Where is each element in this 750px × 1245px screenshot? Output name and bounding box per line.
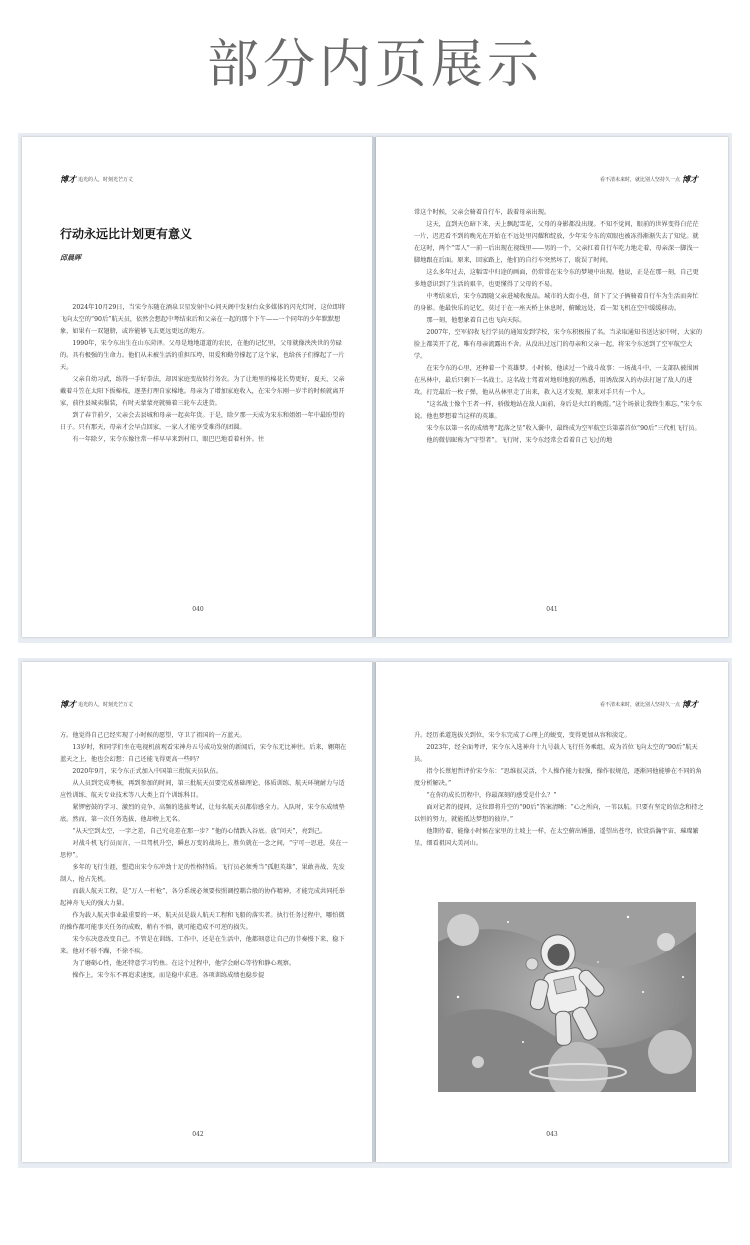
paragraph: 他期待着，能像小时候在家里的土坡上一样，在太空俯出锤墨，遥望出苍穹，欣赏浩瀚宇宙、璀璨繁星，细看祖国大美河山。 [414, 828, 699, 847]
paragraph: 在宋令东的心里，还种着一个英雄梦。小时候，他读过一个战斗故事：一场战斗中，一支部队被围困在丛林中，最后只剩下一名战士。这名战士驾着对地形地貌的熟悉，用诱敌深入的办法打退了敌人的进攻。打完最后一枚子弹，他从丛林里走了出来，救入这才发现，原来对手只有一个人。 [414, 365, 699, 396]
spread-top [18, 133, 732, 643]
banner [0, 0, 750, 110]
brand-logo: 博才 [60, 174, 76, 184]
astronaut-image [438, 902, 696, 1092]
paragraph: “在你的成长历程中，你最深刻的感受是什么？” [426, 792, 557, 799]
body-text [414, 730, 704, 850]
header-text: 看不清未来时，就比别人坚持久一点 [599, 702, 680, 708]
banner-title: 部分内页展示 [206, 35, 543, 95]
running-header [414, 701, 698, 711]
page-number: 043 [546, 1131, 558, 1138]
page-number: 041 [546, 606, 558, 613]
paragraph: 升。经历柔道选拔关到位，宋令东完成了心理上的蜕变，变得更加从容和淡定。 [414, 732, 631, 739]
paragraph: 中考结束后，宋令东跟随父亲进城收废品。城市的大街小巷，留下了父子俩骑着自行车为生活而奔忙的身影。他最快乐的记忆，莫过于在一座天桥上休息时，俯瞰远处，看一架飞机在空中缓缓移动。 [414, 293, 699, 312]
paragraph: 那一刻，他想象着自己也飞向天际。 [426, 317, 526, 324]
paragraph: 1990年，宋令东出生在山东菏泽。父母是地地道道的农民，在他的记忆里，父母就像泱泱世的劳碌的。具有极强的生命力。他们从未被生活的重担压垮，用爱和勤劳撑起了这个家，也给孩子们撑起了一片天。 [60, 340, 345, 371]
article-author: 邱晨晖 [60, 253, 81, 262]
paragraph: 宋令东以第一名的成绩考“起落之星”收入囊中，最终成为空军航空兵第嘉首位“90后”三代机飞行员。 [426, 425, 701, 432]
brand-logo: 博才 [682, 174, 698, 184]
page-number: 040 [192, 606, 204, 613]
spread-bottom [18, 658, 732, 1168]
paragraph: 而载人航天工程，是“万人一杆枪”，各分系统必须要按照调控耦合般的协作精神，才能完成共同托举起神舟飞天的强大力量。 [60, 888, 345, 907]
page-040 [22, 137, 374, 637]
article-title: 行动永远比计划更有意义 [60, 227, 193, 241]
paragraph: 父亲自幼习武，练得一手好拳法，却因家庭变故转行务农。为了让地里的棉花长势更好，夏天，父亲戴着斗笠在太阳下扳棉枝，逐垄打理自家棉地。母亲为了增加家庭收入，在宋令东刚一岁半的时候就离开家，前往县城卖服装，有时天蒙蒙亮就骑着三轮车去进货。 [60, 376, 345, 407]
header-text: 追光的人，时刻光芒万丈 [78, 702, 134, 708]
brand-logo: 博才 [682, 699, 698, 709]
paragraph: 为了磨砺心性，他还特意学习钓鱼。在这个过程中，他学会耐心等待和静心观察。 [72, 960, 296, 967]
paragraph: 有一年除夕，宋令东像往常一样早早来到村口，眼巴巴地看着村外。往 [72, 436, 265, 443]
paragraph: 到了春节前夕，父亲会去县城和母亲一起卖年货。于是，除夕那一天成为宋东和姐姐一年中最盼望的日子。只有那天，母亲才会早点回家，一家人才能享受难得的团圆。 [60, 412, 345, 431]
paragraph: 指令长蔡旭哲评价宋令东：“思维很灵活，个人操作能力很强，操作很规范，逐渐同他能够在不同的角度分析解决。” [414, 768, 702, 787]
paragraph: 作为载人航天事业最重要的一环，航天员是载人航天工程和飞船的落实者。执行任务过程中，哪怕微的操作都可能事关任务的成败，稍有不慎，就可能造成不可逆的损失。 [60, 912, 345, 931]
page-041 [376, 137, 728, 637]
paragraph: 13岁时，和同学们坐在电视机前观看宋神舟五号成功发射的新闻后，宋令东无比神往。后来，翱翔在蓝天之上，他也会幻想：自己还能飞得更高一些吗？ [60, 744, 347, 763]
running-header [60, 176, 344, 186]
paragraph: 2024年10月29日，当宋令东随在酒泉卫星发射中心问天阁中发射台众多媒体的闪光灯时，这位即将飞向太空的“90后”航天员，依然会想起中考结束后和父亲在一起的那个下午——一个同年的少年默默想象，如果有一双翅膀，或许能够飞去更远更远的地方。 [60, 304, 346, 335]
paragraph: “这名战士像个王者一样，骄傲地站在敌人面前，身后是火红的晚霞。”这个场景让我终生难忘，”宋令东说。他也梦想着当这样的英雄。 [414, 401, 702, 420]
paragraph: 方。他觉得自己已经实现了小时候的愿望，守卫了祖国的一方蓝天。 [60, 732, 246, 739]
paragraph: 2023年，经全面考评，宋令东入选神舟十九号载人飞行任务乘组，成为首位飞向太空的“90后”航天员。 [414, 744, 698, 763]
paragraph: 对战斗机飞行员而言，一旦驾机升空，瞬息万变的战场上，胜负就在一念之间，“宁可一思进，莫在一思停”。 [60, 840, 348, 859]
body-text [60, 302, 350, 446]
brand-logo: 博才 [60, 699, 76, 709]
page-043 [376, 662, 728, 1162]
paragraph: 这么多年过去，这幅雪中归途的画面，仍常常在宋令东的梦境中出现。他说，正是在那一刻，自己更多地意识到了生活的艰辛，也更懂得了父母的不易。 [414, 269, 699, 288]
page-042 [22, 662, 374, 1162]
paragraph: 多年的飞行生涯，塑造出宋令东冲劲十足的性格特质。飞行员必须秀当“孤胆英雄”，果敢善战、先发制人，抢占先机。 [60, 864, 345, 883]
running-header [60, 701, 344, 711]
paragraph: 2007年，空军招收飞行学员的通知发到学校，宋令东积极报了名。当录取通知书送达家中时，大家的脸上都笑开了花，唯有母亲流露出不舍。从没出过远门的母亲和父亲一起，将宋令东送到了空军航空大学。 [414, 329, 703, 360]
astronaut-illustration [438, 902, 696, 1092]
paragraph: 操作上，宋令东不再追求速度，而是稳中求进。各项训练成绩也稳步提 [72, 972, 265, 979]
paragraph: 常这个时候，父亲会骑着自行车，载着母亲出现。 [414, 209, 551, 216]
paragraph: 宋令东决意改变自己。不管是在训练、工作中，还是在生活中，他都刻意让自己的节奏慢下来，稳下来。他对不骄不躁，不徐不疾。 [60, 936, 345, 955]
paragraph: 面对记者的提问，这位即将升空的“90后”答案清晰：“心之所向，一苇以航。只要有坚定的信念和持之以恒的努力，就能抵达梦想的彼岸。” [414, 804, 704, 823]
paragraph: 这天，直到天色暗下来，天上飘起雪花，父母的身影都没出现。不知不觉间，眼前的世界变得白茫茫一片，迟迟看不到的晚光在开始在不远处里闪耀和绽放，少年宋令东的双眼也被冻得渐渐失去了知觉。就在这时，两个“雪人”一前一后出现在视线里——男的一个，父亲扛着自行车吃力地走着，母亲深一脚浅一脚地跟在后面。原来，回家路上，他们的自行车突然坏了，耽误了时间。 [414, 221, 699, 264]
header-text: 看不清未来时，就比别人坚持久一点 [599, 177, 680, 183]
paragraph: 从人员到完成考核，再到参加的时间，第三批航天员要完成基础理论、体质训练、航天环境耐力与适应性训练、航天专业技术等八大类上百个训练科目。 [60, 780, 345, 799]
paragraph: “从天空到太空，一字之差，自己究竟差在那一步？”他的心情跌入谷底。放“问天”，亮到己。 [72, 828, 327, 835]
paragraph: 2020年9月，宋令东正式加入中国第三批航天员队伍。 [72, 768, 223, 775]
page-number: 042 [192, 1131, 204, 1138]
body-text [60, 730, 350, 982]
paragraph: 紧锣密鼓的学习、激烈的竞争、高频的选拔考试，让每名航天员都倍感全力。入队时，宋令东成绩垫底。然而，第一次任务选拔，他却榜上无名。 [60, 804, 345, 823]
paragraph: 他的微信昵称为“守望者”。飞行时，宋令东经常会看着自己飞过的地 [426, 437, 613, 444]
body-text [414, 207, 704, 447]
header-text: 追光的人，时刻光芒万丈 [78, 177, 134, 183]
running-header [414, 176, 698, 186]
